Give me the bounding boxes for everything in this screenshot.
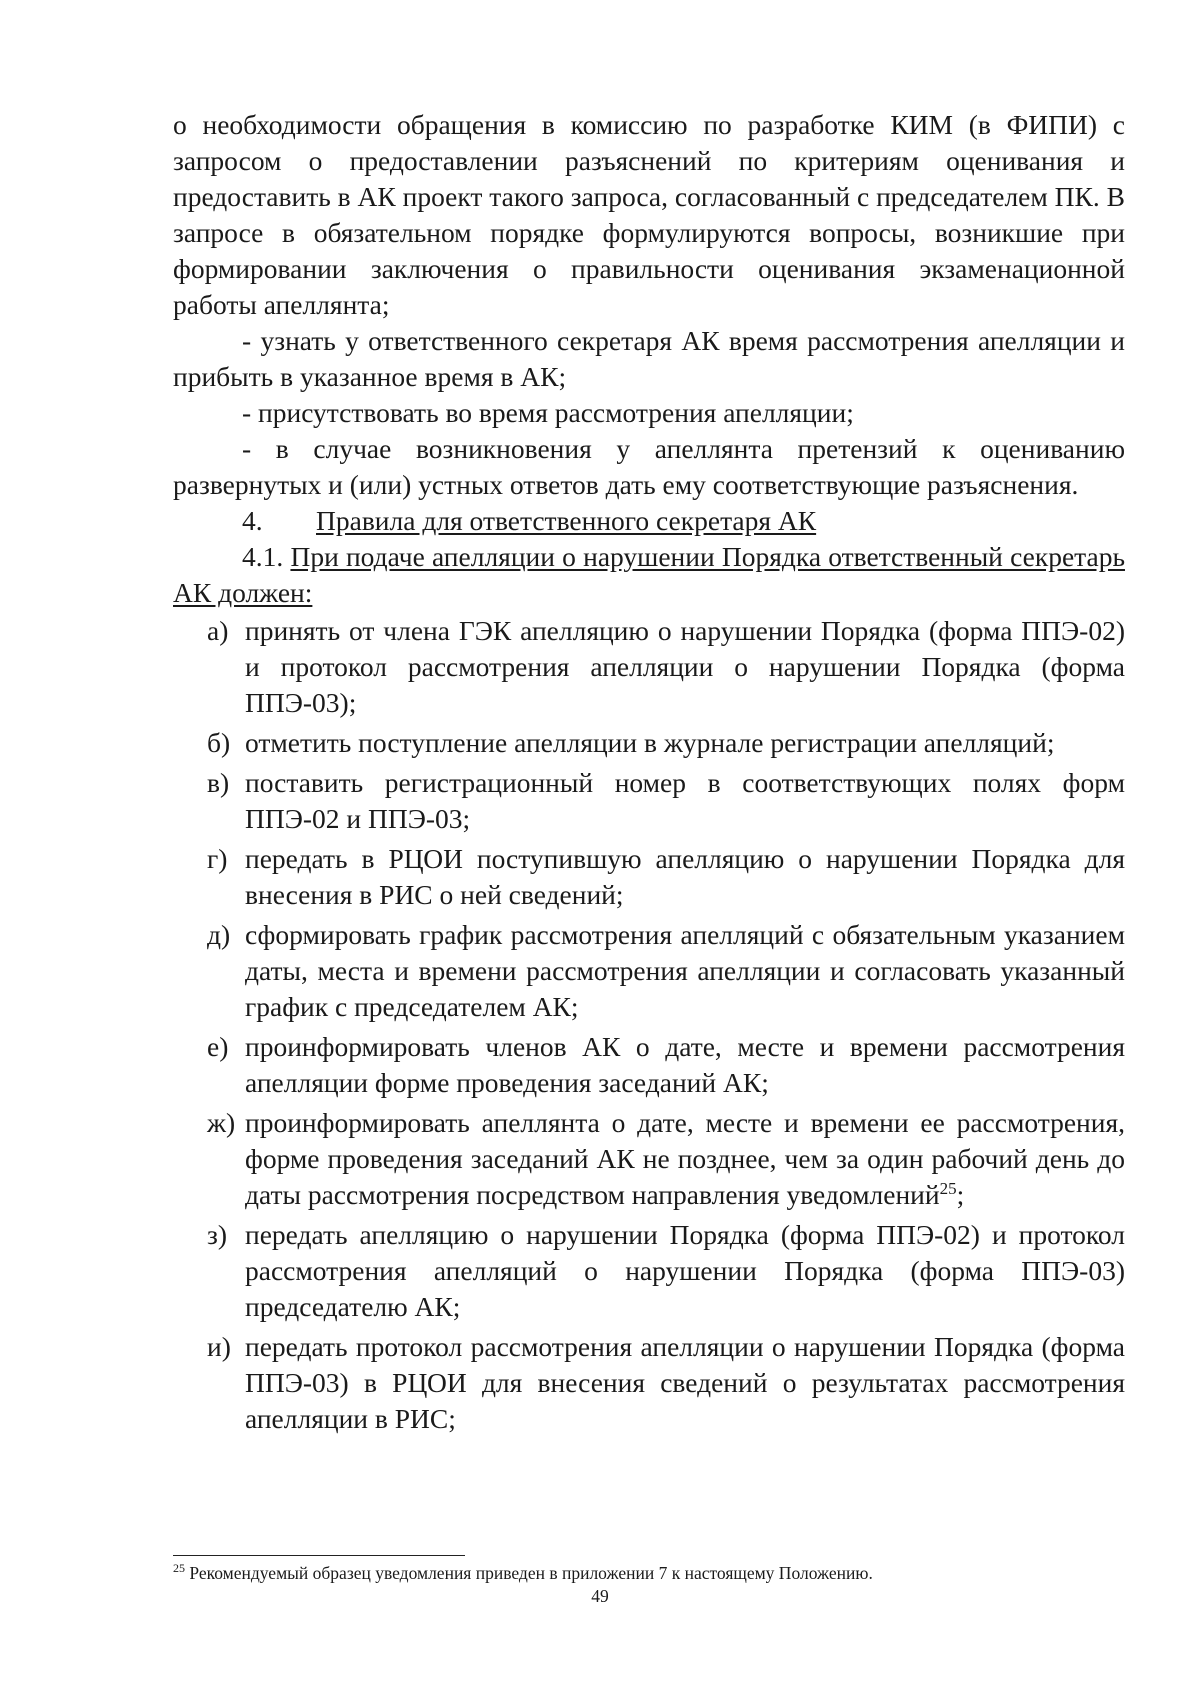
footnote-separator: [173, 1555, 465, 1556]
list-item: [173, 1217, 1125, 1325]
subsection-title: При подаче апелляции о нарушении Порядка ответственный секретарь АК должен:: [173, 541, 1125, 608]
list-item: [173, 1329, 1125, 1437]
list-marker: б): [207, 727, 231, 758]
section-heading: [173, 503, 1125, 539]
list-item-text: проинформировать апеллянта о дате, месте и времени ее рассмотрения, форме проведения заседаний АК не позднее, чем за один рабочий день до даты рассмотрения посредством направления уведомлений: [245, 1107, 1125, 1210]
subsection-heading: [173, 539, 1125, 611]
body-text: [173, 107, 1125, 1441]
footnote-reference[interactable]: 25: [939, 1178, 957, 1198]
list-marker: в): [207, 767, 230, 798]
list-item-text: сформировать график рассмотрения апелляций с обязательным указанием даты, места и времени рассмотрения апелляции и согласовать указанный график с председателем АК;: [245, 919, 1125, 1022]
list-item-text: передать апелляцию о нарушении Порядка (форма ППЭ-02) и протокол рассмотрения апелляций о нарушении Порядка (форма ППЭ-03) председателю АК;: [245, 1219, 1125, 1322]
list-item-text: отметить поступление апелляции в журнале регистрации апелляций;: [245, 727, 1055, 758]
intro-paragraph: о необходимости обращения в комиссию по разработке КИМ (в ФИПИ) с запросом о предоставлении разъяснений по критериям оценивания и предоставить в АК проект такого запроса, согласованный с председателем ПК. В запросе в обязательном порядке формулируются вопросы, возникшие при формировании заключения о правильности оценивания экзаменационной работы апеллянта;: [173, 109, 1125, 320]
list-marker: ж): [207, 1107, 236, 1138]
subsection-number: 4.1.: [242, 541, 284, 572]
list-marker: е): [207, 1031, 229, 1062]
list-item-text: передать протокол рассмотрения апелляции о нарушении Порядка (форма ППЭ-03) в РЦОИ для внесения сведений о результатах рассмотрения апелляции в РИС;: [245, 1331, 1125, 1434]
list-item: [173, 725, 1125, 761]
list-item: [173, 917, 1125, 1025]
list-marker: з): [207, 1219, 228, 1250]
footnote-number: 25: [173, 1561, 185, 1576]
section-title: Правила для ответственного секретаря АК: [316, 505, 817, 536]
list-item-text: передать в РЦОИ поступившую апелляцию о нарушении Порядка для внесения в РИС о ней сведений;: [245, 843, 1125, 910]
list-item-text: принять от члена ГЭК апелляцию о нарушении Порядка (форма ППЭ-02) и протокол рассмотрения апелляции о нарушении Порядка (форма ППЭ-03);: [245, 615, 1125, 718]
list-item: [173, 841, 1125, 913]
footnote: [173, 1562, 873, 1584]
footnote-text: Рекомендуемый образец уведомления приведен в приложении 7 к настоящему Положению.: [185, 1563, 873, 1583]
list-marker: г): [207, 843, 228, 874]
list-item: [173, 1105, 1125, 1213]
list-marker: д): [207, 919, 231, 950]
list-marker: а): [207, 615, 229, 646]
list-marker: и): [207, 1331, 231, 1362]
intro-item: - присутствовать во время рассмотрения апелляции;: [242, 397, 854, 428]
list-item-text: проинформировать членов АК о дате, месте и времени рассмотрения апелляции форме проведения заседаний АК;: [245, 1031, 1125, 1098]
intro-item: - в случае возникновения у апеллянта претензий к оцениванию развернутых и (или) устных ответов дать ему соответствующие разъяснения.: [173, 433, 1125, 500]
duties-list: [173, 613, 1125, 1437]
list-item: [173, 1029, 1125, 1101]
list-item-text: поставить регистрационный номер в соответствующих полях форм ППЭ-02 и ППЭ-03;: [245, 767, 1125, 834]
page-number: 49: [591, 1586, 609, 1606]
section-number: 4.: [242, 505, 263, 536]
list-item: [173, 613, 1125, 721]
list-item-tail: ;: [956, 1179, 965, 1210]
intro-item: - узнать у ответственного секретаря АК время рассмотрения апелляции и прибыть в указанное время в АК;: [173, 325, 1125, 392]
list-item: [173, 765, 1125, 837]
